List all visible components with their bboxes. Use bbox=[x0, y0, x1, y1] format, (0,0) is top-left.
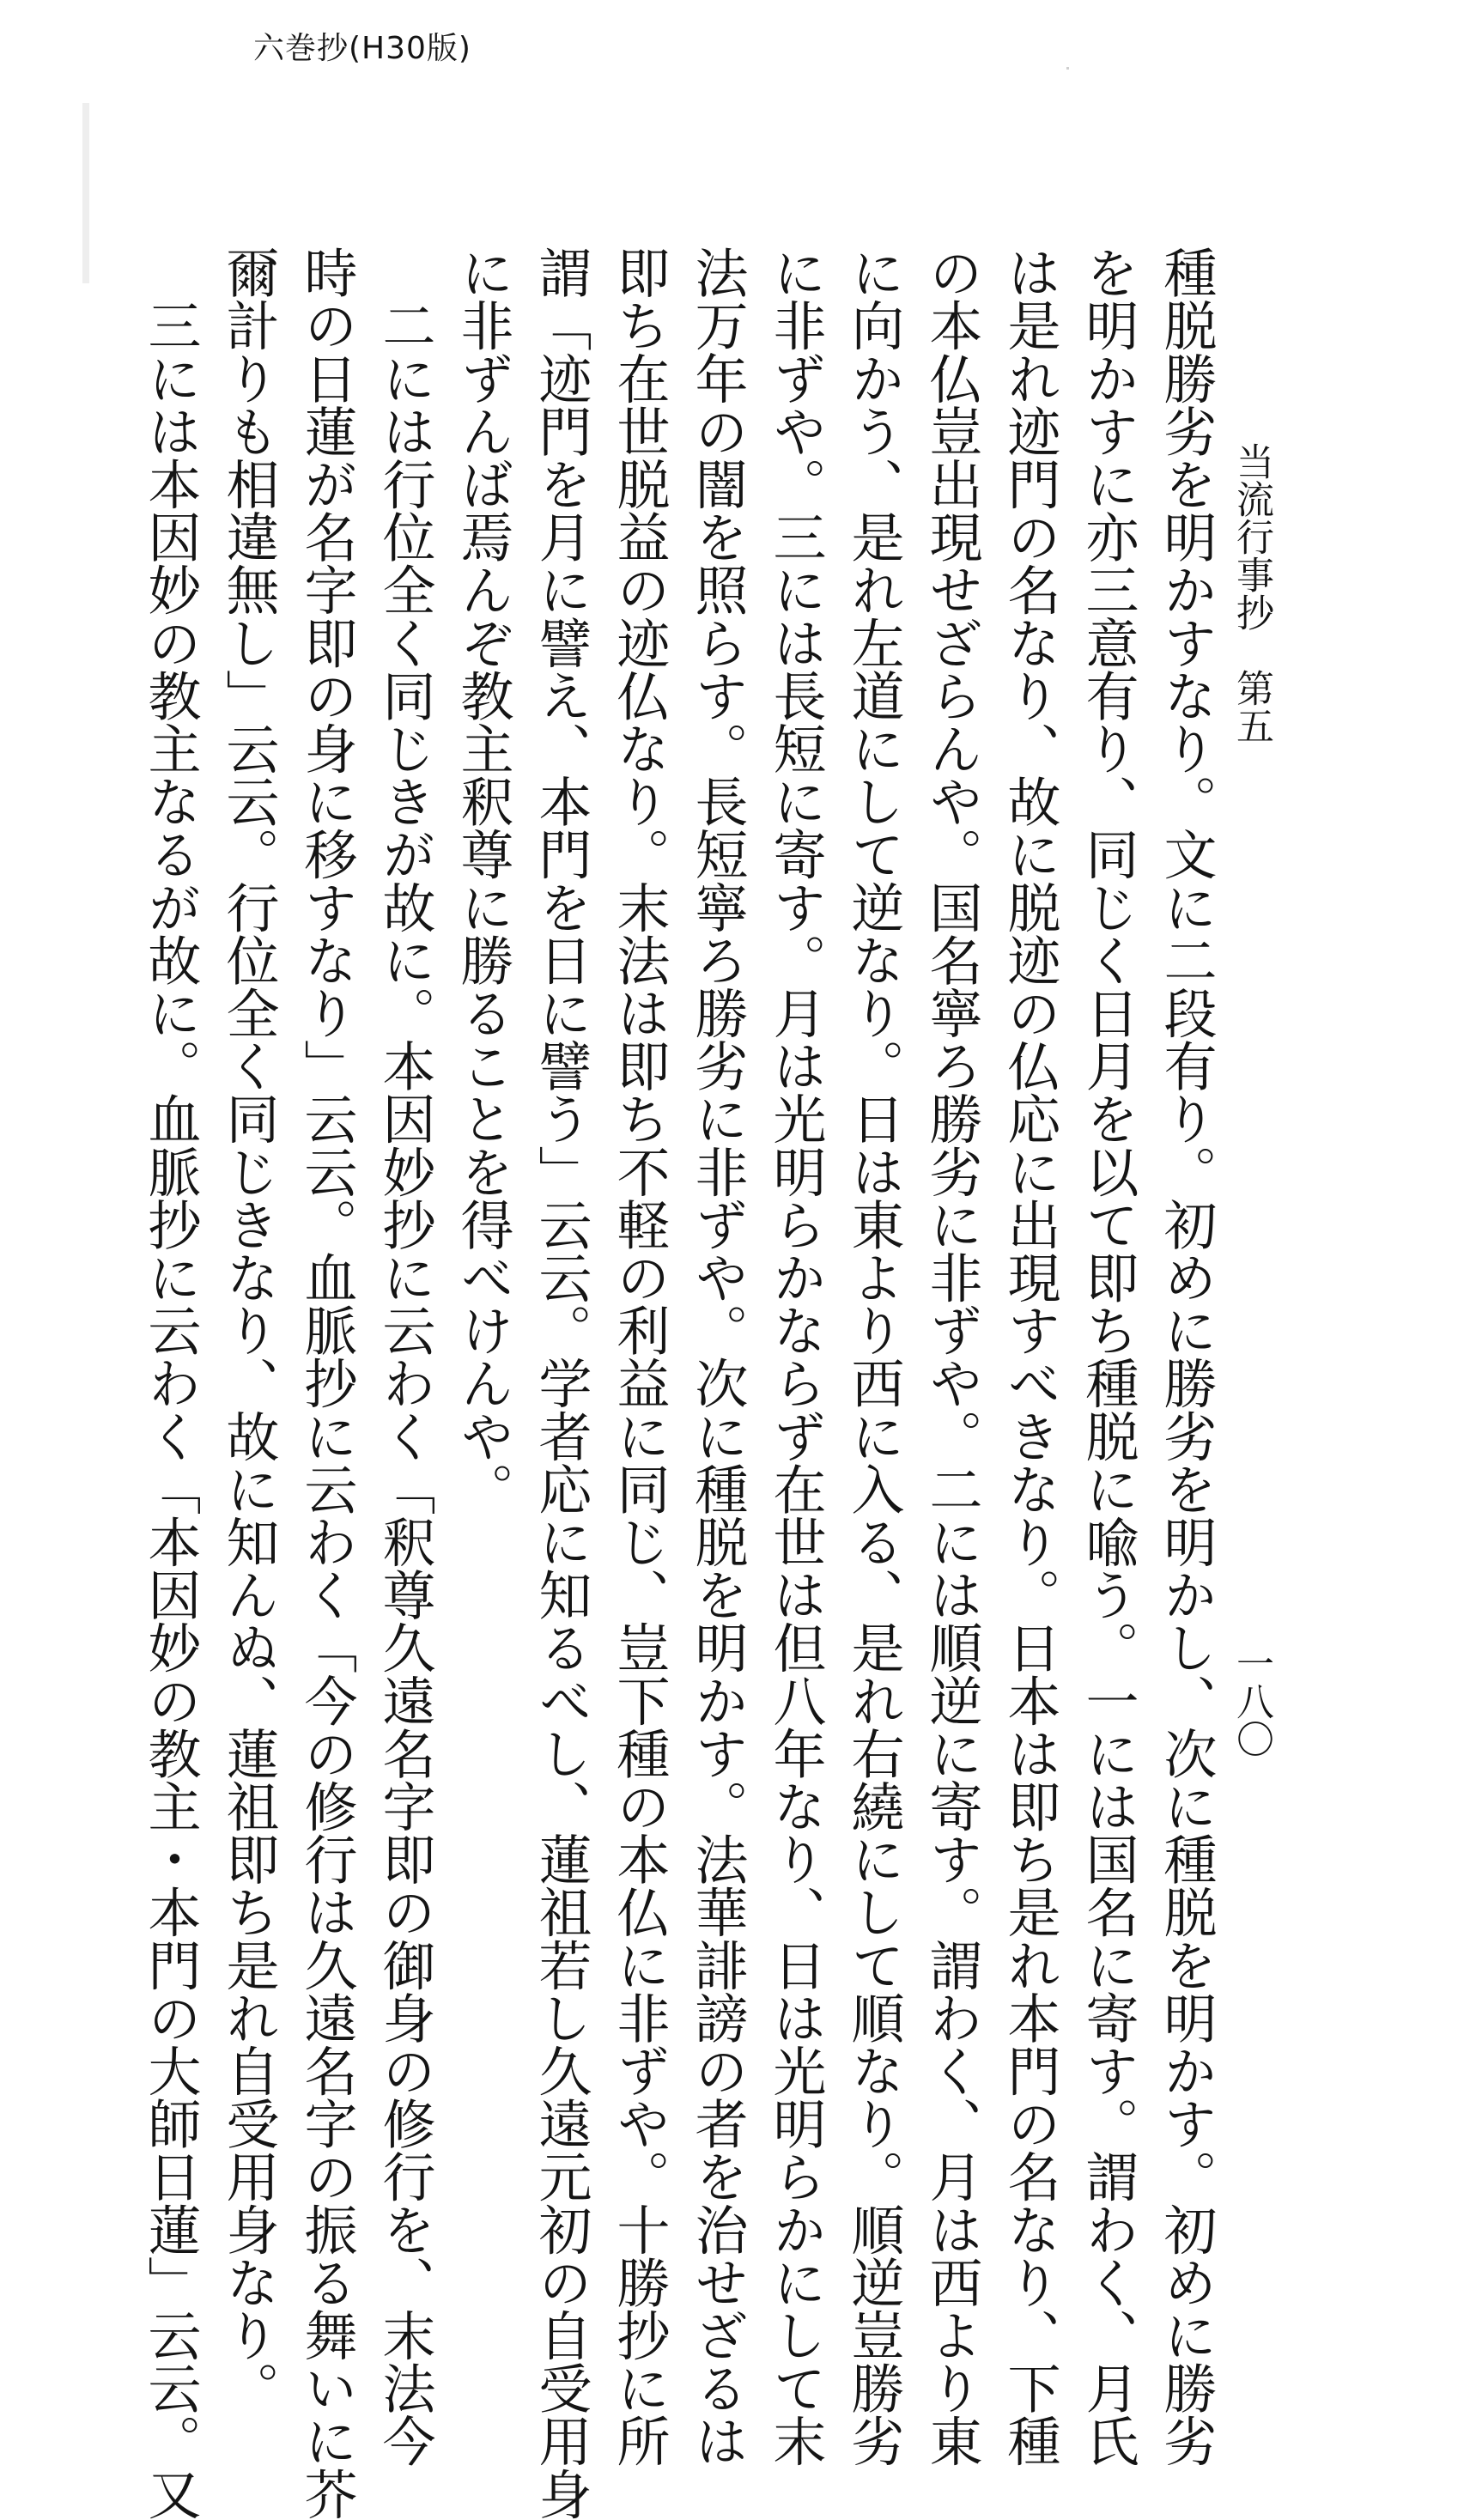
text-column: 種脱勝劣を明かすなり。文に二段有り。初めに勝劣を明かし、次に種脱を明かす。初めに勝劣 bbox=[1155, 246, 1218, 2468]
text-column: に非ずや。三には長短に寄す。月は光明らかならず在世は但八年なり、日は光明らかにして末 bbox=[764, 246, 827, 2468]
text-column: を明かすに亦三意有り、同じく日月を以て即ち種脱に喩う。一には国名に寄す。謂わく、月氏 bbox=[1077, 246, 1139, 2468]
text-column: 法万年の闇を照らす。長短寧ろ勝劣に非ずや。次に種脱を明かす。法華誹謗の者を治せざるは bbox=[686, 246, 749, 2468]
text-column: 爾計りも相違無し」云云。行位全く同じきなり、故に知んぬ、蓮祖即ち是れ自受用身なり。 bbox=[217, 246, 280, 2414]
running-title: 当流行事抄 第五 bbox=[1230, 442, 1273, 744]
text-column: 即ち在世脱益の迹仏なり。末法は即ち不軽の利益に同じ、豈下種の本仏に非ずや。十勝抄に所 bbox=[608, 246, 671, 2468]
book-label: 六巻抄(H30版) bbox=[253, 31, 471, 66]
text-column: 謂「迹門を月に譬え、本門を日に譬う」云云。学者応に知るべし、蓮祖若し久遠元初の自受用身 bbox=[530, 246, 592, 2520]
text-column: 二には行位全く同じきが故に。本因妙抄に云わく「釈尊久遠名字即の御身の修行を、末法今 bbox=[374, 246, 436, 2468]
scan-artifact bbox=[1066, 67, 1069, 70]
text-column: 時の日蓮が名字即の身に移すなり」云云。血脈抄に云わく「今の修行は久遠名字の振る舞いに芥 bbox=[295, 246, 358, 2520]
page-number: 一八〇 bbox=[1230, 1644, 1273, 1758]
text-column: 三には本因妙の教主なるが故に。血脈抄に云わく「本因妙の教主・本門の大師日蓮」云云。又 bbox=[139, 246, 202, 2520]
text-column: は是れ迹門の名なり、故に脱迹の仏応に出現すべきなり。日本は即ち是れ本門の名なり、下種 bbox=[999, 246, 1061, 2468]
text-column: の本仏豈出現せざらんや。国名寧ろ勝劣に非ずや。二には順逆に寄す。謂わく、月は西より東 bbox=[920, 246, 983, 2468]
text-column: に向かう、是れ左道にして逆なり。日は東より西に入る、是れ右繞にして順なり。順逆豈勝劣 bbox=[842, 246, 905, 2468]
text-column: に非ずんば焉んぞ教主釈尊に勝ることを得べけんや。 bbox=[452, 246, 514, 1515]
scan-artifact bbox=[82, 103, 89, 283]
body-text bbox=[139, 246, 1225, 2520]
